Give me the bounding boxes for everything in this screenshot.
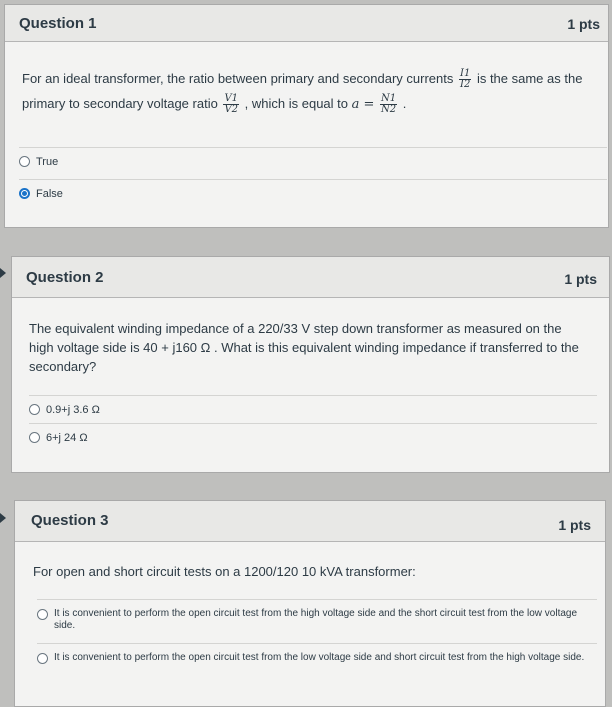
question-text-part: , which is equal to (244, 96, 348, 112)
question-text: The equivalent winding impedance of a 220/33 V step down transformer as measured on the high voltage side is 40 + j160 Ω . What is this equivalent winding impedance if transferred to the secondary? (29, 321, 579, 374)
radio-button[interactable] (29, 432, 40, 443)
answer-label: False (36, 188, 63, 200)
question-text-part: . (402, 96, 407, 112)
fraction-numerator: V1 (224, 93, 239, 105)
radio-button-selected[interactable] (19, 188, 30, 199)
answer-option-1[interactable] (29, 395, 597, 416)
radio-button[interactable] (19, 156, 30, 167)
answer-option-2[interactable] (29, 423, 597, 444)
answer-label: It is convenient to perform the open circuit test from the low voltage side and short circuit test from the high voltage side. (54, 652, 585, 663)
fraction-denominator: N2 (381, 104, 397, 116)
fraction-denominator: I2 (460, 79, 471, 91)
radio-button[interactable] (37, 609, 48, 620)
question-card-3 (14, 500, 606, 707)
answer-label: 6+j 24 Ω (46, 432, 88, 444)
voltage-ratio-fraction (223, 94, 239, 115)
question-header (5, 5, 608, 42)
question-text (22, 69, 602, 115)
question-header (12, 257, 609, 298)
radio-button[interactable] (37, 653, 48, 664)
answer-label: 0.9+j 3.6 Ω (46, 404, 100, 416)
answer-label: True (36, 156, 59, 168)
question-points: 1 pts (558, 517, 591, 533)
question-points: 1 pts (564, 271, 597, 287)
radio-button[interactable] (29, 404, 40, 415)
question-points: 1 pts (567, 16, 600, 32)
question-flag-arrow[interactable] (0, 513, 6, 523)
fraction-denominator: V2 (224, 104, 239, 116)
question-text-part: is the same as the (476, 71, 583, 86)
question-text: For open and short circuit tests on a 1200/120 10 kVA transformer: (33, 564, 416, 579)
question-title: Question 3 (31, 512, 109, 529)
math-variable: a = (351, 97, 375, 113)
question-title: Question 2 (26, 269, 104, 286)
fraction-numerator: I1 (460, 68, 471, 80)
answer-option-true[interactable] (19, 147, 607, 168)
turns-ratio-fraction (380, 94, 397, 115)
answer-option-1[interactable] (37, 599, 597, 632)
question-header (15, 501, 605, 542)
question-text-part: For an ideal transformer, the ratio between primary and secondary currents (22, 71, 454, 86)
question-flag-arrow[interactable] (0, 268, 6, 278)
answer-label: It is convenient to perform the open circuit test from the high voltage side and the short circuit test from the low voltage side. (54, 608, 578, 631)
answer-option-false[interactable] (19, 179, 607, 200)
question-card-1 (4, 4, 609, 228)
question-card-2 (11, 256, 610, 473)
question-text-part: primary to secondary voltage ratio (22, 96, 218, 112)
current-ratio-fraction (459, 69, 471, 90)
fraction-numerator: N1 (381, 93, 397, 105)
question-title: Question 1 (19, 15, 97, 32)
answer-option-2[interactable] (37, 643, 597, 664)
